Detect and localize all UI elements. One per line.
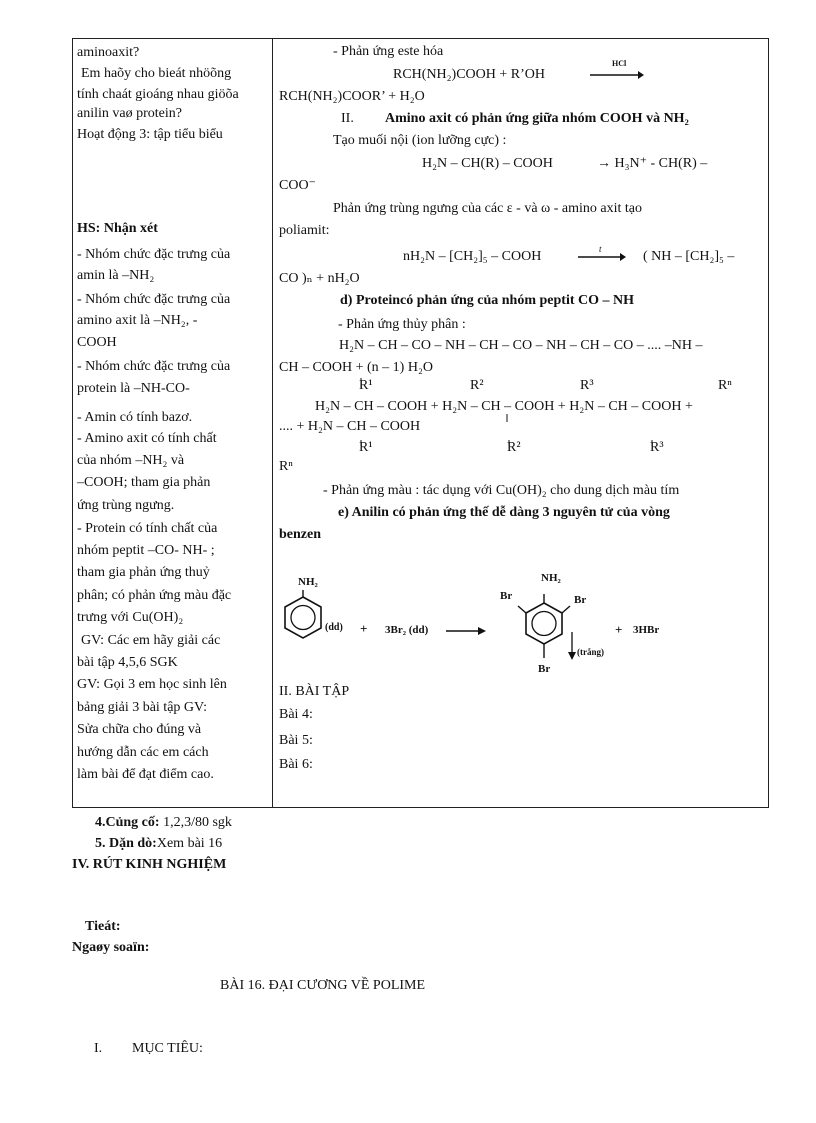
right-column-line: CH – COOH + (n – 1) H₂O	[279, 360, 433, 375]
left-column-line: Em haõy cho bieát nhöõng	[81, 66, 232, 81]
reaction-plus-1: +	[360, 621, 368, 636]
r-group-bonds	[270, 370, 770, 450]
product-br-left: Br	[500, 590, 513, 602]
right-column-line: Tạo muối nội (ion lưỡng cực) :	[333, 133, 507, 148]
right-column-line: H₂N – CH(R) – COOH	[422, 156, 553, 171]
left-column-line: nhóm peptit –CO- NH- ;	[77, 543, 215, 558]
below-table-line-value: Xem bài 16	[156, 836, 223, 851]
right-column-line: R³	[580, 378, 594, 393]
left-column-line: làm bài để đạt điểm cao.	[77, 767, 214, 782]
right-column-line: CO )ₙ + nH₂O	[279, 271, 360, 286]
below-table-line: IV. RÚT KINH NGHIỆM	[72, 857, 227, 872]
right-column-line: II. BÀI TẬP	[279, 684, 350, 699]
below-table-line-label: 5. Dặn dò:	[95, 836, 157, 851]
right-column-line: Bài 4:	[279, 707, 313, 722]
left-column-line: protein là –NH-CO-	[77, 381, 190, 396]
right-column-line: Bài 5:	[279, 733, 313, 748]
right-column-line: H₂N – CH – CO – NH – CH – CO – NH – CH – CO – .... –NH –	[339, 338, 703, 353]
right-column-line: Amino axit có phản ứng giữa nhóm COOH và NH₂	[385, 111, 689, 126]
right-column-line: - Phản ứng thủy phân :	[338, 317, 466, 332]
right-column-line: - Phản ứng este hóa	[333, 44, 444, 59]
hbr-product-label: 3HBr	[633, 624, 660, 636]
bromine-reagent-label: 3Br₂ (dd)	[385, 624, 429, 636]
product-nh2-label: NH₂	[541, 572, 561, 584]
right-column-line: Rⁿ	[718, 378, 732, 393]
right-column-line: II.	[341, 111, 354, 126]
left-column-line: aminoaxit?	[77, 45, 140, 60]
left-column-line: tham gia phản ứng thuỷ	[77, 565, 210, 580]
below-table-line: I.	[94, 1041, 103, 1056]
aniline-nh2-label: NH₂	[298, 576, 318, 588]
left-column-line: - Amin có tính bazơ.	[77, 410, 193, 425]
below-table-line: Ngaøy soaïn:	[72, 940, 150, 955]
left-column-line: –COOH; tham gia phản	[77, 475, 211, 490]
right-column-line: d) Proteincó phản ứng của nhóm peptit CO – NH	[340, 293, 635, 308]
left-column-line: ứng trùng ngưng.	[77, 498, 175, 513]
right-column-line: R¹	[359, 440, 373, 455]
left-column-line: amin là –NH₂	[77, 268, 155, 283]
below-table-line: Tieát:	[85, 919, 121, 934]
left-column-line: tính chaát gioáng nhau giöõa	[77, 87, 239, 102]
left-column-line: Sửa chữa cho đúng và	[77, 722, 202, 737]
right-column-line: poliamit:	[279, 223, 330, 238]
below-table-line-label: 4.Củng cố:	[95, 815, 160, 830]
below-table-line-value: 1,2,3/80 sgk	[159, 815, 232, 830]
left-column-line: GV: Gọi 3 em học sinh lên	[77, 677, 227, 692]
right-column-line: - Phản ứng màu : tác dụng với Cu(OH)₂ cho dung dịch màu tím	[323, 483, 680, 498]
right-column-line: benzen	[279, 527, 321, 542]
left-column-line: bài tập 4,5,6 SGK	[77, 655, 178, 670]
right-column-line: → H₃N⁺ - CH(R) –	[597, 156, 708, 171]
right-column-line: R²	[507, 440, 521, 455]
left-column-line: bảng giải 3 bài tập GV:	[77, 700, 207, 715]
left-column-line: Hoạt động 3: tập tiểu biểu	[77, 127, 223, 142]
left-column-line: của nhóm –NH₂ và	[77, 453, 185, 468]
left-column-line: - Nhóm chức đặc trưng của	[77, 247, 231, 262]
left-column-line: phân; có phản ứng màu đặc	[77, 588, 232, 603]
below-table-line: BÀI 16. ĐẠI CƯƠNG VỀ POLIME	[220, 978, 426, 993]
left-column-line: - Nhóm chức đặc trưng của	[77, 359, 231, 374]
below-table-line	[95, 815, 232, 831]
left-column-line: HS: Nhận xét	[77, 221, 158, 236]
aniline-dd-label: (dd)	[325, 622, 343, 633]
precipitate-label: (trắng)	[577, 647, 604, 657]
right-column-line: H₂N – CH – COOH + H₂N – CH – COOH + H₂N – CH – COOH +	[315, 399, 693, 414]
right-column-line: R³	[650, 440, 664, 455]
right-column-line: e) Anilin có phản ứng thế dễ dàng 3 nguyên tử của vòng	[338, 505, 670, 520]
below-table-line	[95, 836, 222, 852]
right-column-line: R²	[470, 378, 484, 393]
right-column-line: Rⁿ	[279, 459, 293, 474]
product-br-right: Br	[574, 594, 587, 606]
right-column-line: RCH(NH₂)COOR’ + H₂O	[279, 89, 425, 104]
right-column-line: Phản ứng trùng ngưng của các ε - và ω - amino axit tạo	[333, 201, 643, 216]
right-column-line: COO⁻	[279, 178, 316, 193]
product-br-bottom: Br	[538, 663, 551, 675]
left-column-line: - Nhóm chức đặc trưng của	[77, 292, 231, 307]
left-column-line: COOH	[77, 335, 117, 350]
esterification-arrow-label: HCl	[612, 59, 627, 68]
left-column-line: hướng dẫn các em cách	[77, 745, 209, 760]
right-column-line: .... + H₂N – CH – COOH	[279, 419, 421, 434]
right-column-line: R¹	[359, 378, 373, 393]
left-column-line: anilin vaø protein?	[77, 106, 182, 121]
right-column-line: ( NH – [CH₂]₅ –	[643, 249, 735, 264]
reaction-plus-2: +	[615, 622, 623, 637]
left-column-line: GV: Các em hãy giải các	[81, 633, 221, 648]
left-column-line: - Amino axit có tính chất	[77, 431, 217, 446]
left-column-line: trưng với Cu(OH)₂	[77, 610, 184, 625]
right-column-line: Bài 6:	[279, 757, 313, 772]
right-column-line: RCH(NH₂)COOH + R’OH	[393, 67, 545, 82]
right-column-line: nH₂N – [CH₂]₅ – COOH	[403, 249, 542, 264]
left-column-line: amino axit là –NH₂, -	[77, 313, 198, 328]
polycondensation-arrow-label: t	[599, 244, 602, 254]
left-column-line: - Protein có tính chất của	[77, 521, 218, 536]
below-table-line: MỤC TIÊU:	[132, 1041, 203, 1056]
